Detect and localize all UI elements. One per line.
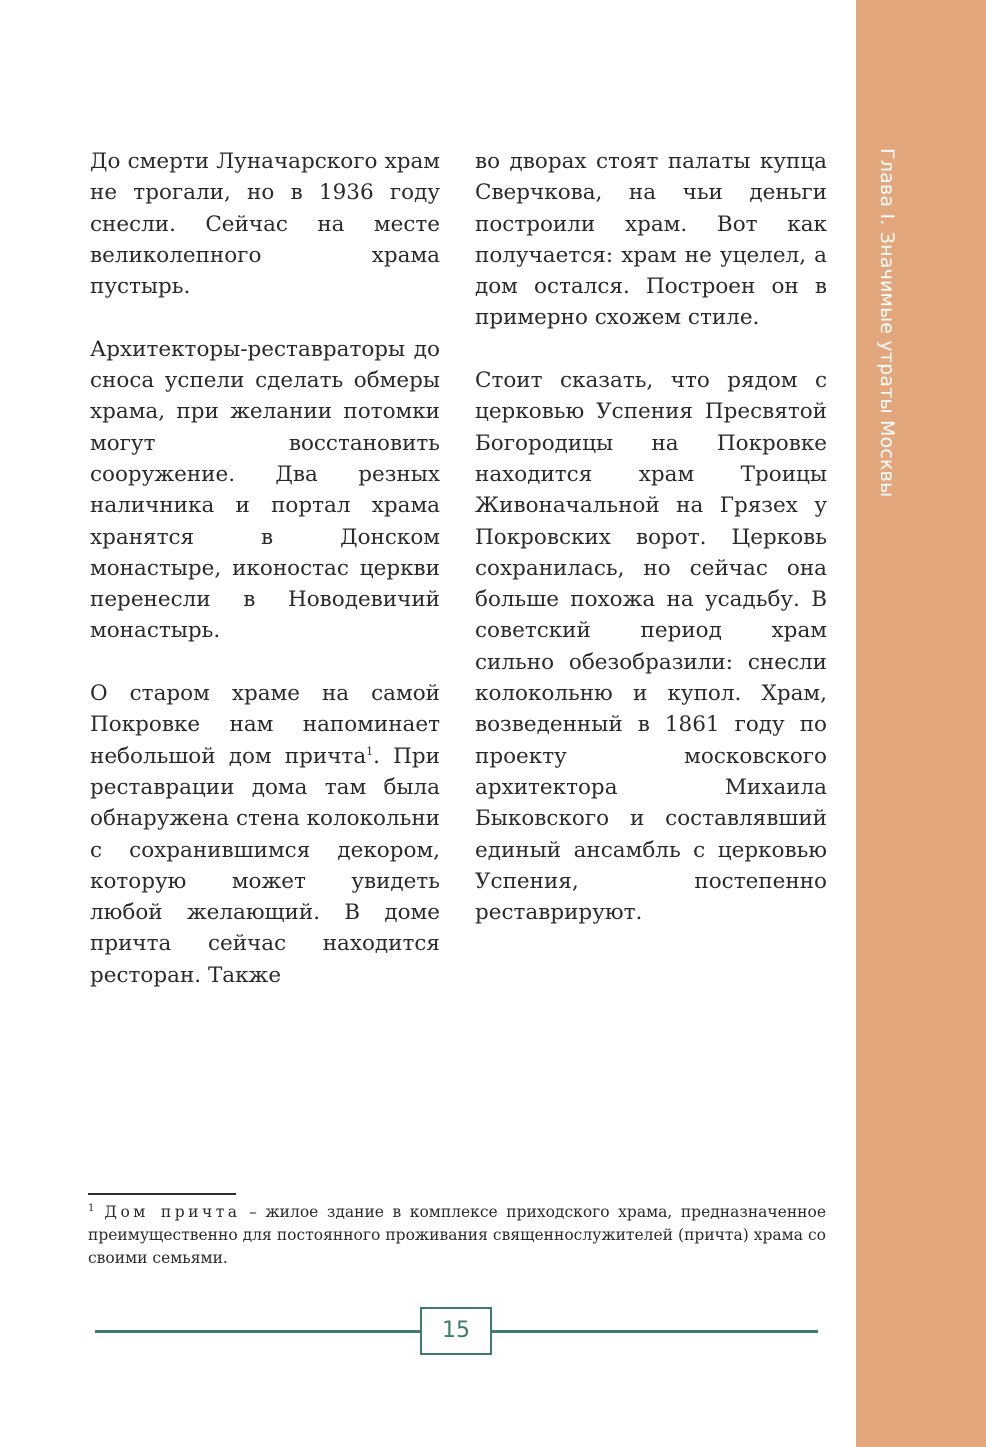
paragraph-text: До смерти Луначарского храм не трогали, но в 1936 году снесли. Сейчас на месте великолепного храма пустырь. [90, 149, 440, 300]
footnote-divider [88, 1193, 236, 1195]
paragraph [475, 365, 827, 928]
paragraph-text: О старом храме на самой Покровке нам напоминает небольшой дом причта [90, 681, 440, 769]
page-number-rule-left [95, 1330, 420, 1333]
page-number: 15 [420, 1307, 492, 1355]
paragraph [90, 334, 440, 647]
left-text-column [90, 146, 440, 991]
paragraph [475, 146, 827, 334]
chapter-running-title: Глава I. Значимые утраты Москвы [876, 148, 898, 498]
paragraph-text: Архитекторы-реставраторы до сноса успели сделать обмеры храма, при желании потомки могут восстановить сооружение. Два резных наличника и портал храма хранятся в Донском монастыре, иконостас церкви перенесли в Новодевичий монастырь. [90, 336, 440, 644]
paragraph-text: . При реставрации дома там была обнаружена стена колокольни с сохранившимся декором, которую может увидеть любой желающий. В доме причта сейчас находится ресторан. Также [90, 743, 440, 988]
footnote [88, 1201, 826, 1270]
footnote-number: 1 [88, 1202, 95, 1214]
paragraph-text: Стоит сказать, что рядом с церковью Успения Пресвятой Богородицы на Покровке находится храм Троицы Живоначальной на Грязех у Покровских ворот. Церковь сохранилась, но сейчас она больше похожа на усадьбу. В советский период храм сильно обезобразили: снесли колокольню и купол. Храм, возведенный в 1861 году по проекту московского архитектора Михаила Быковского и составлявший единый ансамбль с церковью Успения, постепенно реставрируют. [475, 368, 827, 926]
paragraph [90, 146, 440, 302]
footnote-marker[interactable]: 1 [366, 744, 374, 758]
page-number-rule-right [492, 1330, 818, 1333]
footnote-term: Дом причта [104, 1203, 241, 1221]
right-text-column [475, 146, 827, 928]
paragraph [90, 678, 440, 991]
paragraph-text: во дворах стоят палаты купца Сверчкова, на чьи деньги построили храм. Вот как получается: храм не уцелел, а дом остался. Построен он в примерно схожем стиле. [475, 149, 827, 331]
footnote-text: – жилое здание в комплексе приходского храма, предназначенное преимущественно для постоянного проживания священнослужителей (причта) храма со своими семьями. [88, 1203, 826, 1267]
